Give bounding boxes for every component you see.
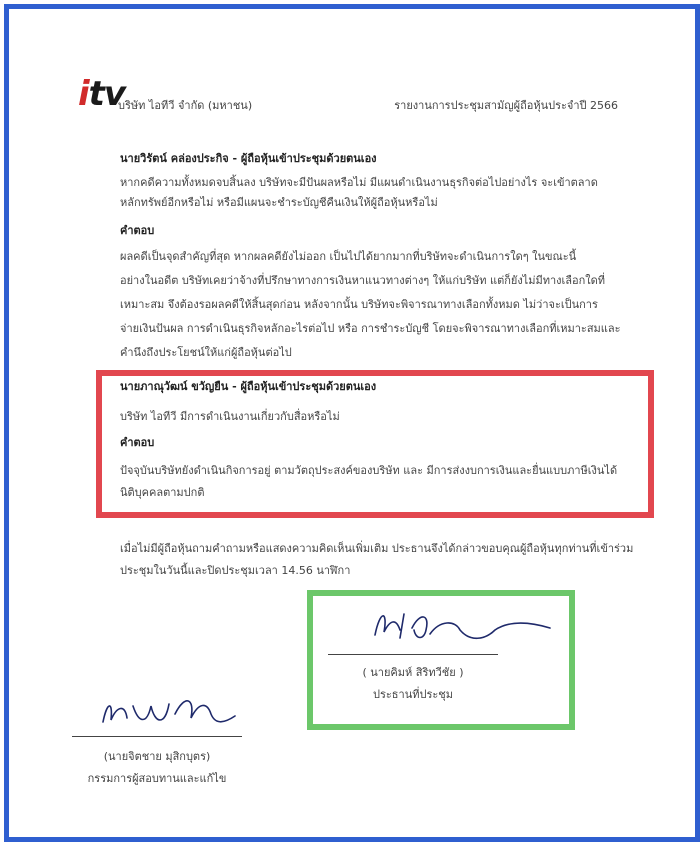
closing-line-2: ประชุมในวันนี้และปิดประชุมเวลา 14.56 นาฬิกา: [120, 564, 351, 577]
director-signature-line: [72, 736, 242, 737]
answer-1-line-2: อย่างในอดีต บริษัทเคยว่าจ้างที่ปรึกษาทางการเงินหาแนวทางต่างๆ ให้แก่บริษัท แต่ก็ยังไม่มีทางเลือกใดที่: [120, 274, 606, 287]
answer-label-2: คำตอบ: [120, 436, 155, 449]
closing-line-1: เมื่อไม่มีผู้ถือหุ้นถามคำถามหรือแสดงความคิดเห็นเพิ่มเติม ประธานจึงได้กล่าวขอบคุณผู้ถือหุ้นทุกท่านที่เข้าร่วม: [120, 542, 634, 555]
logo-i: i: [78, 74, 89, 114]
company-name: บริษัท ไอทีวี จำกัด (มหาชน): [118, 99, 253, 112]
chairman-signature: [360, 600, 560, 650]
speaker-1: นายวิรัตน์ คล่องประกิจ - ผู้ถือหุ้นเข้าประชุมด้วยตนเอง: [120, 152, 377, 165]
director-name: (นายจิตชาย มุสิกบุตร): [103, 750, 211, 763]
answer-2-line-1: ปัจจุบันบริษัทยังดำเนินกิจการอยู่ ตามวัตถุประสงค์ของบริษัท และ มีการส่งงบการเงินและยื่นแบบภาษีเงินได้: [120, 464, 618, 477]
logo-tv: tv: [88, 74, 126, 114]
speaker-2: นายภาณุวัฒน์ ขวัญยืน - ผู้ถือหุ้นเข้าประชุมด้วยตนเอง: [120, 380, 377, 393]
answer-1-line-4: จ่ายเงินปันผล การดำเนินธุรกิจหลักอะไรต่อไป หรือ การชำระบัญชี โดยจะพิจารณาทางเลือกที่เหมาะสมและ: [120, 322, 621, 335]
chairman-signature-line: [328, 654, 498, 655]
answer-2-line-2: นิติบุคคลตามปกติ: [120, 486, 205, 499]
answer-1-line-3: เหมาะสม จึงต้องรอผลคดีให้สิ้นสุดก่อน หลังจากนั้น บริษัทจะพิจารณาทางเลือกทั้งหมด ไม่ว่าจะเป็นการ: [120, 298, 598, 311]
report-title: รายงานการประชุมสามัญผู้ถือหุ้นประจำปี 2566: [394, 99, 618, 112]
answer-1-line-5: คำนึงถึงประโยชน์ให้แก่ผู้ถือหุ้นต่อไป: [120, 346, 292, 359]
chairman-title: ประธานที่ประชุม: [373, 688, 453, 701]
question-2: บริษัท ไอทีวี มีการดำเนินงานเกี่ยวกับสื่อหรือไม่: [120, 410, 340, 423]
question-1-line-1: หากคดีความทั้งหมดจบสิ้นลง บริษัทจะมีปันผลหรือไม่ มีแผนดำเนินงานธุรกิจต่อไปอย่างไร จะเข้าตลาด: [120, 176, 598, 189]
director-signature: [95, 684, 255, 734]
director-title: กรรมการผู้สอบทานและแก้ไข: [87, 772, 227, 785]
answer-1-line-1: ผลคดีเป็นจุดสำคัญที่สุด หากผลคดียังไม่ออก เป็นไปได้ยากมากที่บริษัทจะดำเนินการใดๆ ในขณะนี้: [120, 250, 577, 263]
question-1-line-2: หลักทรัพย์อีกหรือไม่ หรือมีแผนจะชำระบัญชีคืนเงินให้ผู้ถือหุ้นหรือไม่: [120, 196, 438, 209]
answer-label-1: คำตอบ: [120, 224, 155, 237]
document-header: [78, 74, 618, 114]
chairman-name: ( นายคิมห์ สิริทวีชัย ): [362, 666, 464, 679]
